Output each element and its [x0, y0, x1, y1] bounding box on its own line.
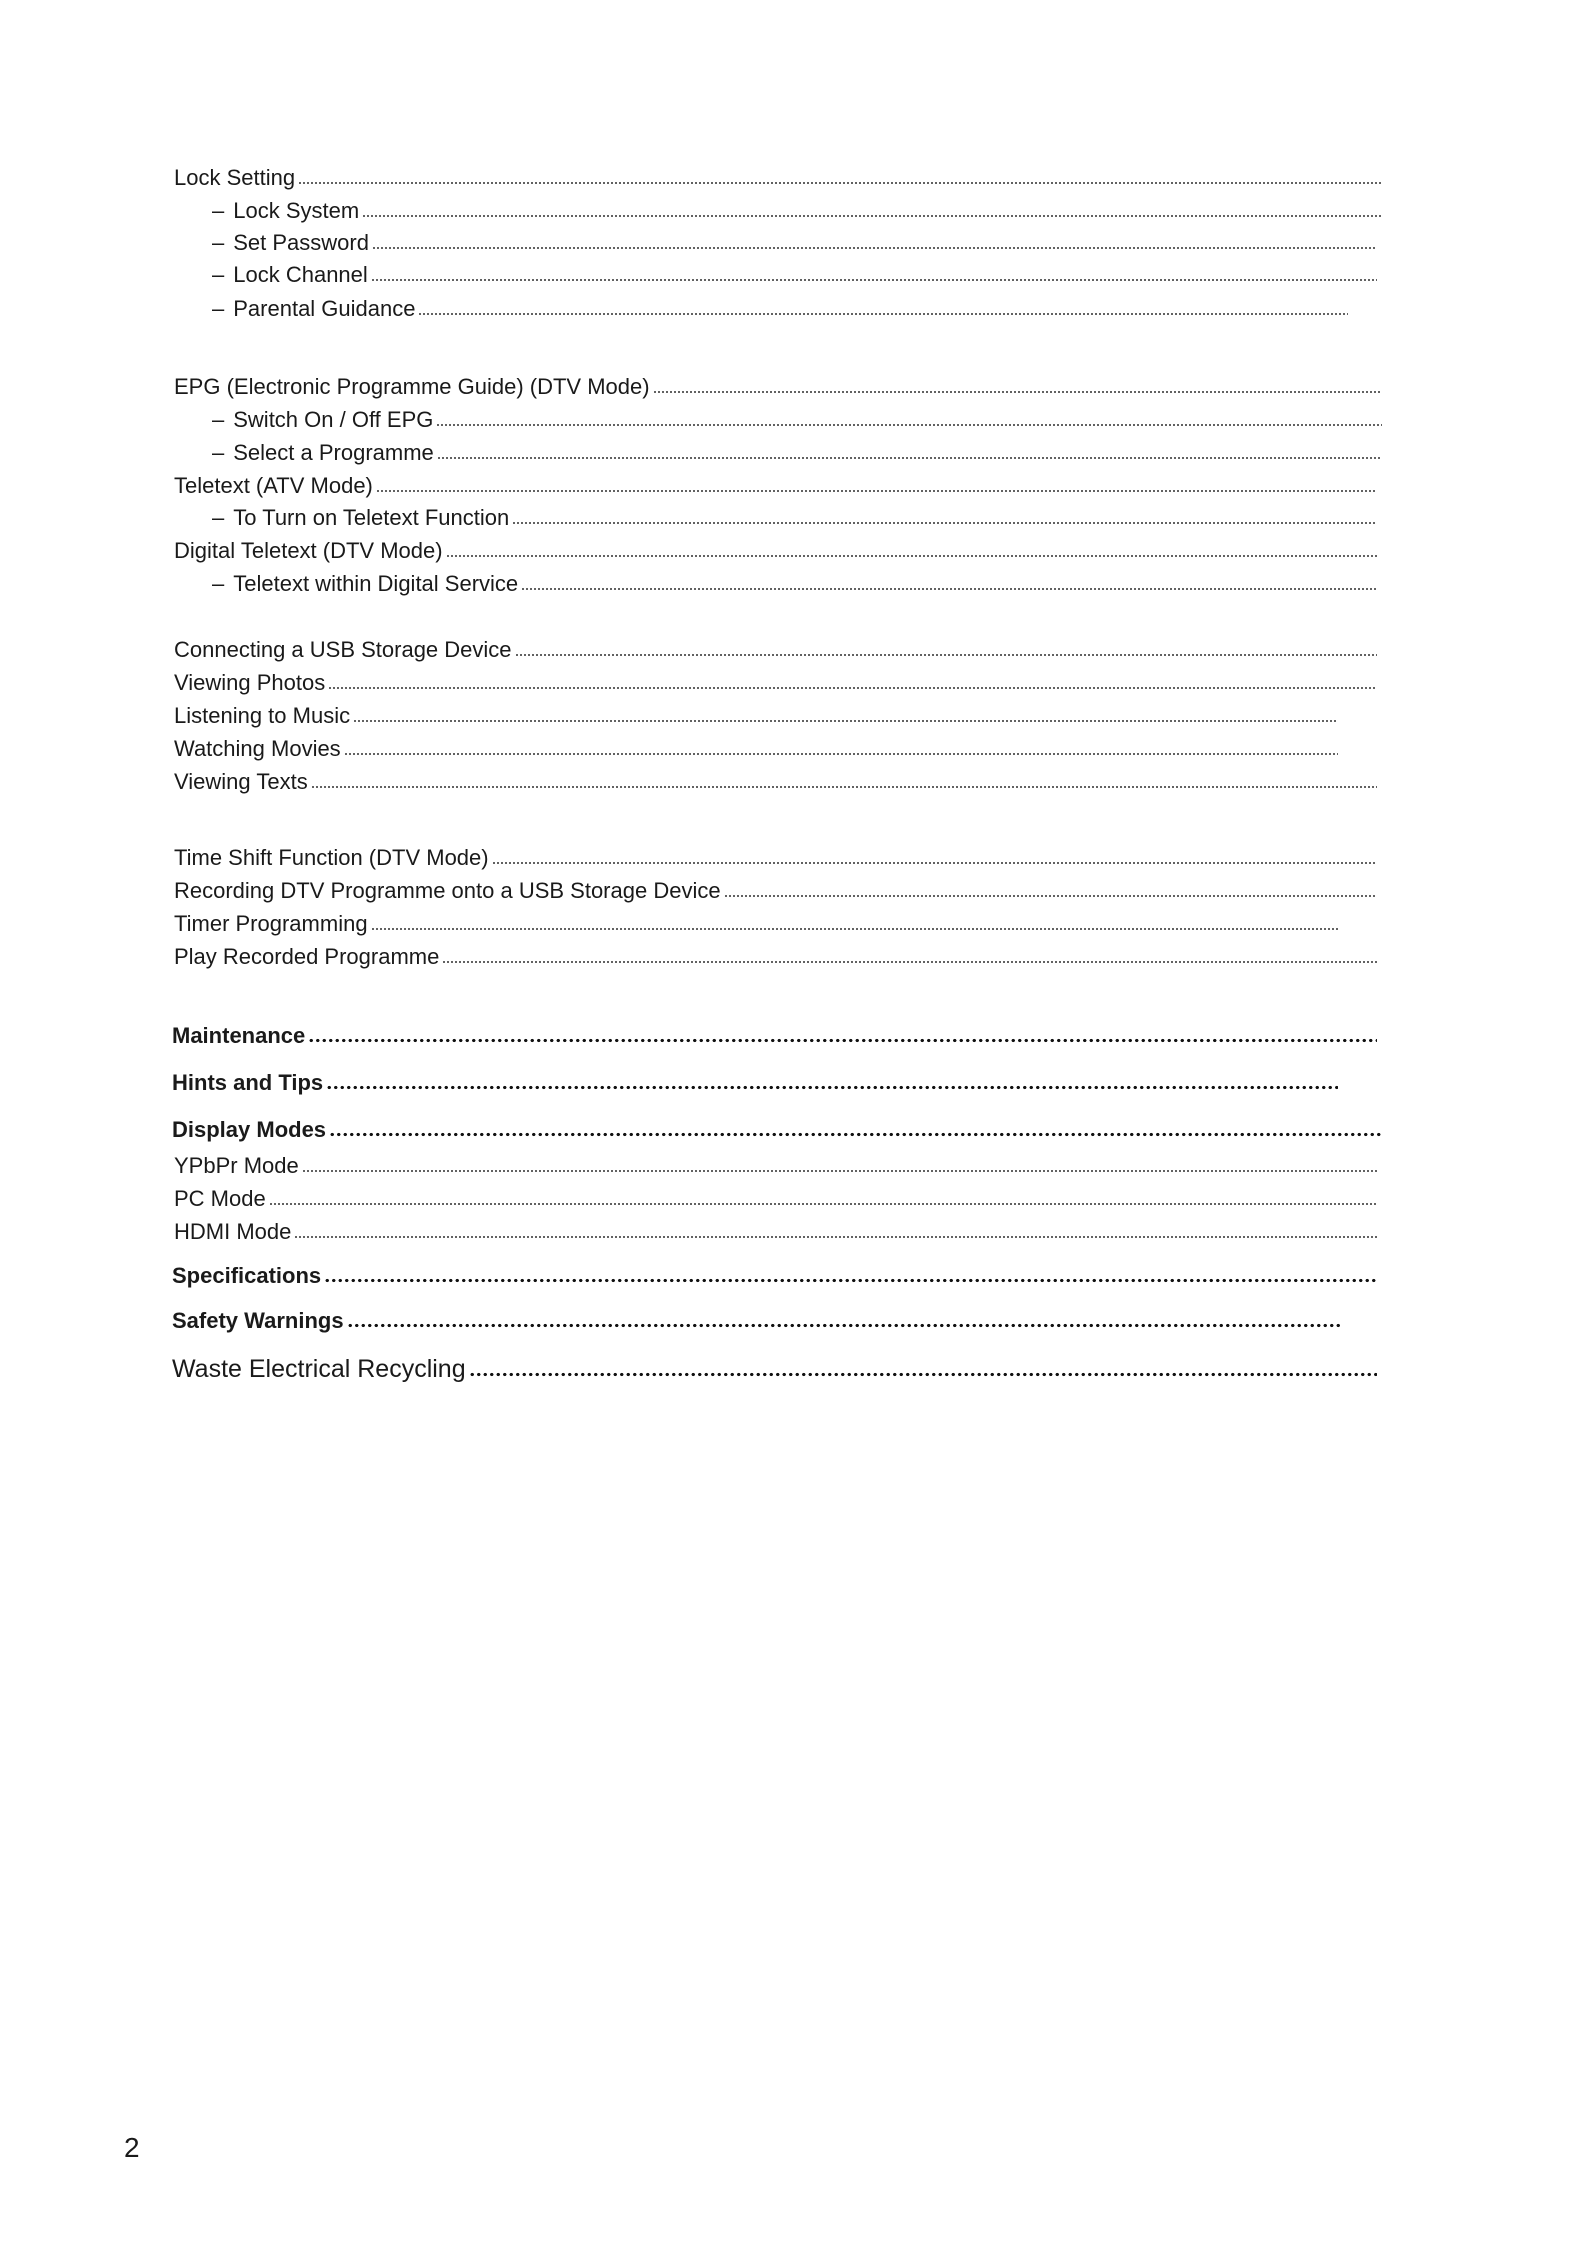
dash-marker: – — [212, 440, 225, 465]
dot-leader — [376, 489, 1377, 493]
toc-entry — [212, 406, 1382, 434]
toc-entry — [172, 1069, 1338, 1097]
dot-leader — [362, 214, 1382, 218]
toc-entry-label: Safety Warnings — [172, 1308, 344, 1333]
dot-leader — [371, 278, 1377, 282]
dash-marker: – — [212, 262, 225, 287]
toc-entry-label: Viewing Texts — [174, 769, 308, 794]
toc-entry — [174, 373, 1382, 401]
toc-entry-label: Lock System — [233, 198, 360, 223]
toc-entry — [174, 844, 1377, 872]
dot-leader — [294, 1235, 1377, 1239]
toc-entry-label: Lock Channel — [233, 262, 368, 287]
toc-entry-label: Play Recorded Programme — [174, 944, 440, 969]
toc-entry-label: Maintenance — [172, 1023, 306, 1048]
toc-entry — [174, 910, 1338, 938]
dot-leader — [724, 894, 1377, 898]
toc-entry-label: Hints and Tips — [172, 1070, 324, 1095]
dot-leader — [515, 653, 1377, 657]
toc-entry-label: Viewing Photos — [174, 670, 326, 695]
toc-entry — [212, 570, 1377, 598]
dot-leader — [344, 752, 1338, 756]
dot-leader — [469, 1372, 1377, 1377]
dot-leader — [521, 587, 1377, 591]
toc-entry — [174, 1152, 1377, 1180]
toc-entry-label: Select a Programme — [233, 440, 434, 465]
dash-marker: – — [212, 230, 225, 255]
toc-entry-label: Listening to Music — [174, 703, 351, 728]
toc-entry-label: Digital Teletext (DTV Mode) — [174, 538, 443, 563]
toc-entry — [212, 229, 1377, 257]
dot-leader — [436, 423, 1382, 427]
toc-entry-label: Watching Movies — [174, 736, 341, 761]
toc-entry — [174, 537, 1377, 565]
toc-entry — [172, 1116, 1382, 1144]
dot-leader — [446, 554, 1377, 558]
toc-entry-label: Teletext (ATV Mode) — [174, 473, 373, 498]
dot-leader — [269, 1202, 1377, 1206]
toc-entry — [174, 943, 1377, 971]
toc-entry — [174, 735, 1338, 763]
toc-entry — [172, 1022, 1377, 1050]
dot-leader — [308, 1038, 1377, 1043]
page-number: 2 — [124, 2132, 140, 2163]
toc-entry-label: Lock Setting — [174, 165, 296, 190]
dot-leader — [372, 246, 1377, 250]
dot-leader — [371, 927, 1338, 931]
toc-entry — [174, 164, 1382, 192]
toc-entry — [174, 669, 1377, 697]
toc-entry — [172, 1262, 1377, 1290]
dot-leader — [328, 686, 1377, 690]
toc-entry — [172, 1307, 1340, 1335]
dot-leader — [418, 312, 1348, 316]
dash-marker: – — [212, 407, 225, 432]
toc-entry-label: Set Password — [233, 230, 369, 255]
toc-entry-label: PC Mode — [174, 1186, 266, 1211]
dot-leader — [353, 719, 1338, 723]
dot-leader — [329, 1132, 1382, 1137]
toc-entry — [174, 702, 1338, 730]
dot-leader — [442, 960, 1377, 964]
dot-leader — [437, 456, 1382, 460]
toc-entry-label: YPbPr Mode — [174, 1153, 299, 1178]
toc-entry — [174, 1185, 1377, 1213]
dot-leader — [326, 1085, 1338, 1090]
toc-entry-label: Specifications — [172, 1263, 322, 1288]
toc-entry-label: Recording DTV Programme onto a USB Storage Device — [174, 878, 721, 903]
toc-entry — [212, 439, 1382, 467]
dot-leader — [324, 1278, 1377, 1283]
toc-entry — [212, 197, 1382, 225]
toc-entry — [212, 504, 1377, 532]
toc-entry-label: Switch On / Off EPG — [233, 407, 434, 432]
dot-leader — [492, 861, 1377, 865]
toc-entry — [174, 1218, 1377, 1246]
dash-marker: – — [212, 571, 225, 596]
dash-marker: – — [212, 198, 225, 223]
toc-entry — [172, 1355, 1377, 1383]
toc-entry — [174, 768, 1377, 796]
dot-leader — [512, 521, 1377, 525]
toc-entry — [212, 295, 1348, 323]
toc-entry-label: Waste Electrical Recycling — [172, 1355, 466, 1383]
toc-entry-label: To Turn on Teletext Function — [233, 505, 510, 530]
dot-leader — [653, 390, 1382, 394]
toc-entry-label: Connecting a USB Storage Device — [174, 637, 512, 662]
dash-marker: – — [212, 505, 225, 530]
toc-entry-label: Time Shift Function (DTV Mode) — [174, 845, 489, 870]
toc-entry-label: HDMI Mode — [174, 1219, 292, 1244]
dot-leader — [302, 1169, 1377, 1173]
toc-entry-label: Teletext within Digital Service — [233, 571, 519, 596]
dash-marker: – — [212, 296, 225, 321]
toc-entry-label: Display Modes — [172, 1117, 327, 1142]
toc-entry-label: EPG (Electronic Programme Guide) (DTV Mode) — [174, 374, 650, 399]
toc-entry — [174, 636, 1377, 664]
dot-leader — [311, 785, 1377, 789]
dot-leader — [347, 1323, 1340, 1328]
toc-entry-label: Parental Guidance — [233, 296, 416, 321]
toc-entry — [174, 877, 1377, 905]
toc-entry-label: Timer Programming — [174, 911, 368, 936]
dot-leader — [298, 181, 1382, 185]
toc-entry — [174, 472, 1377, 500]
toc-entry — [212, 261, 1377, 289]
